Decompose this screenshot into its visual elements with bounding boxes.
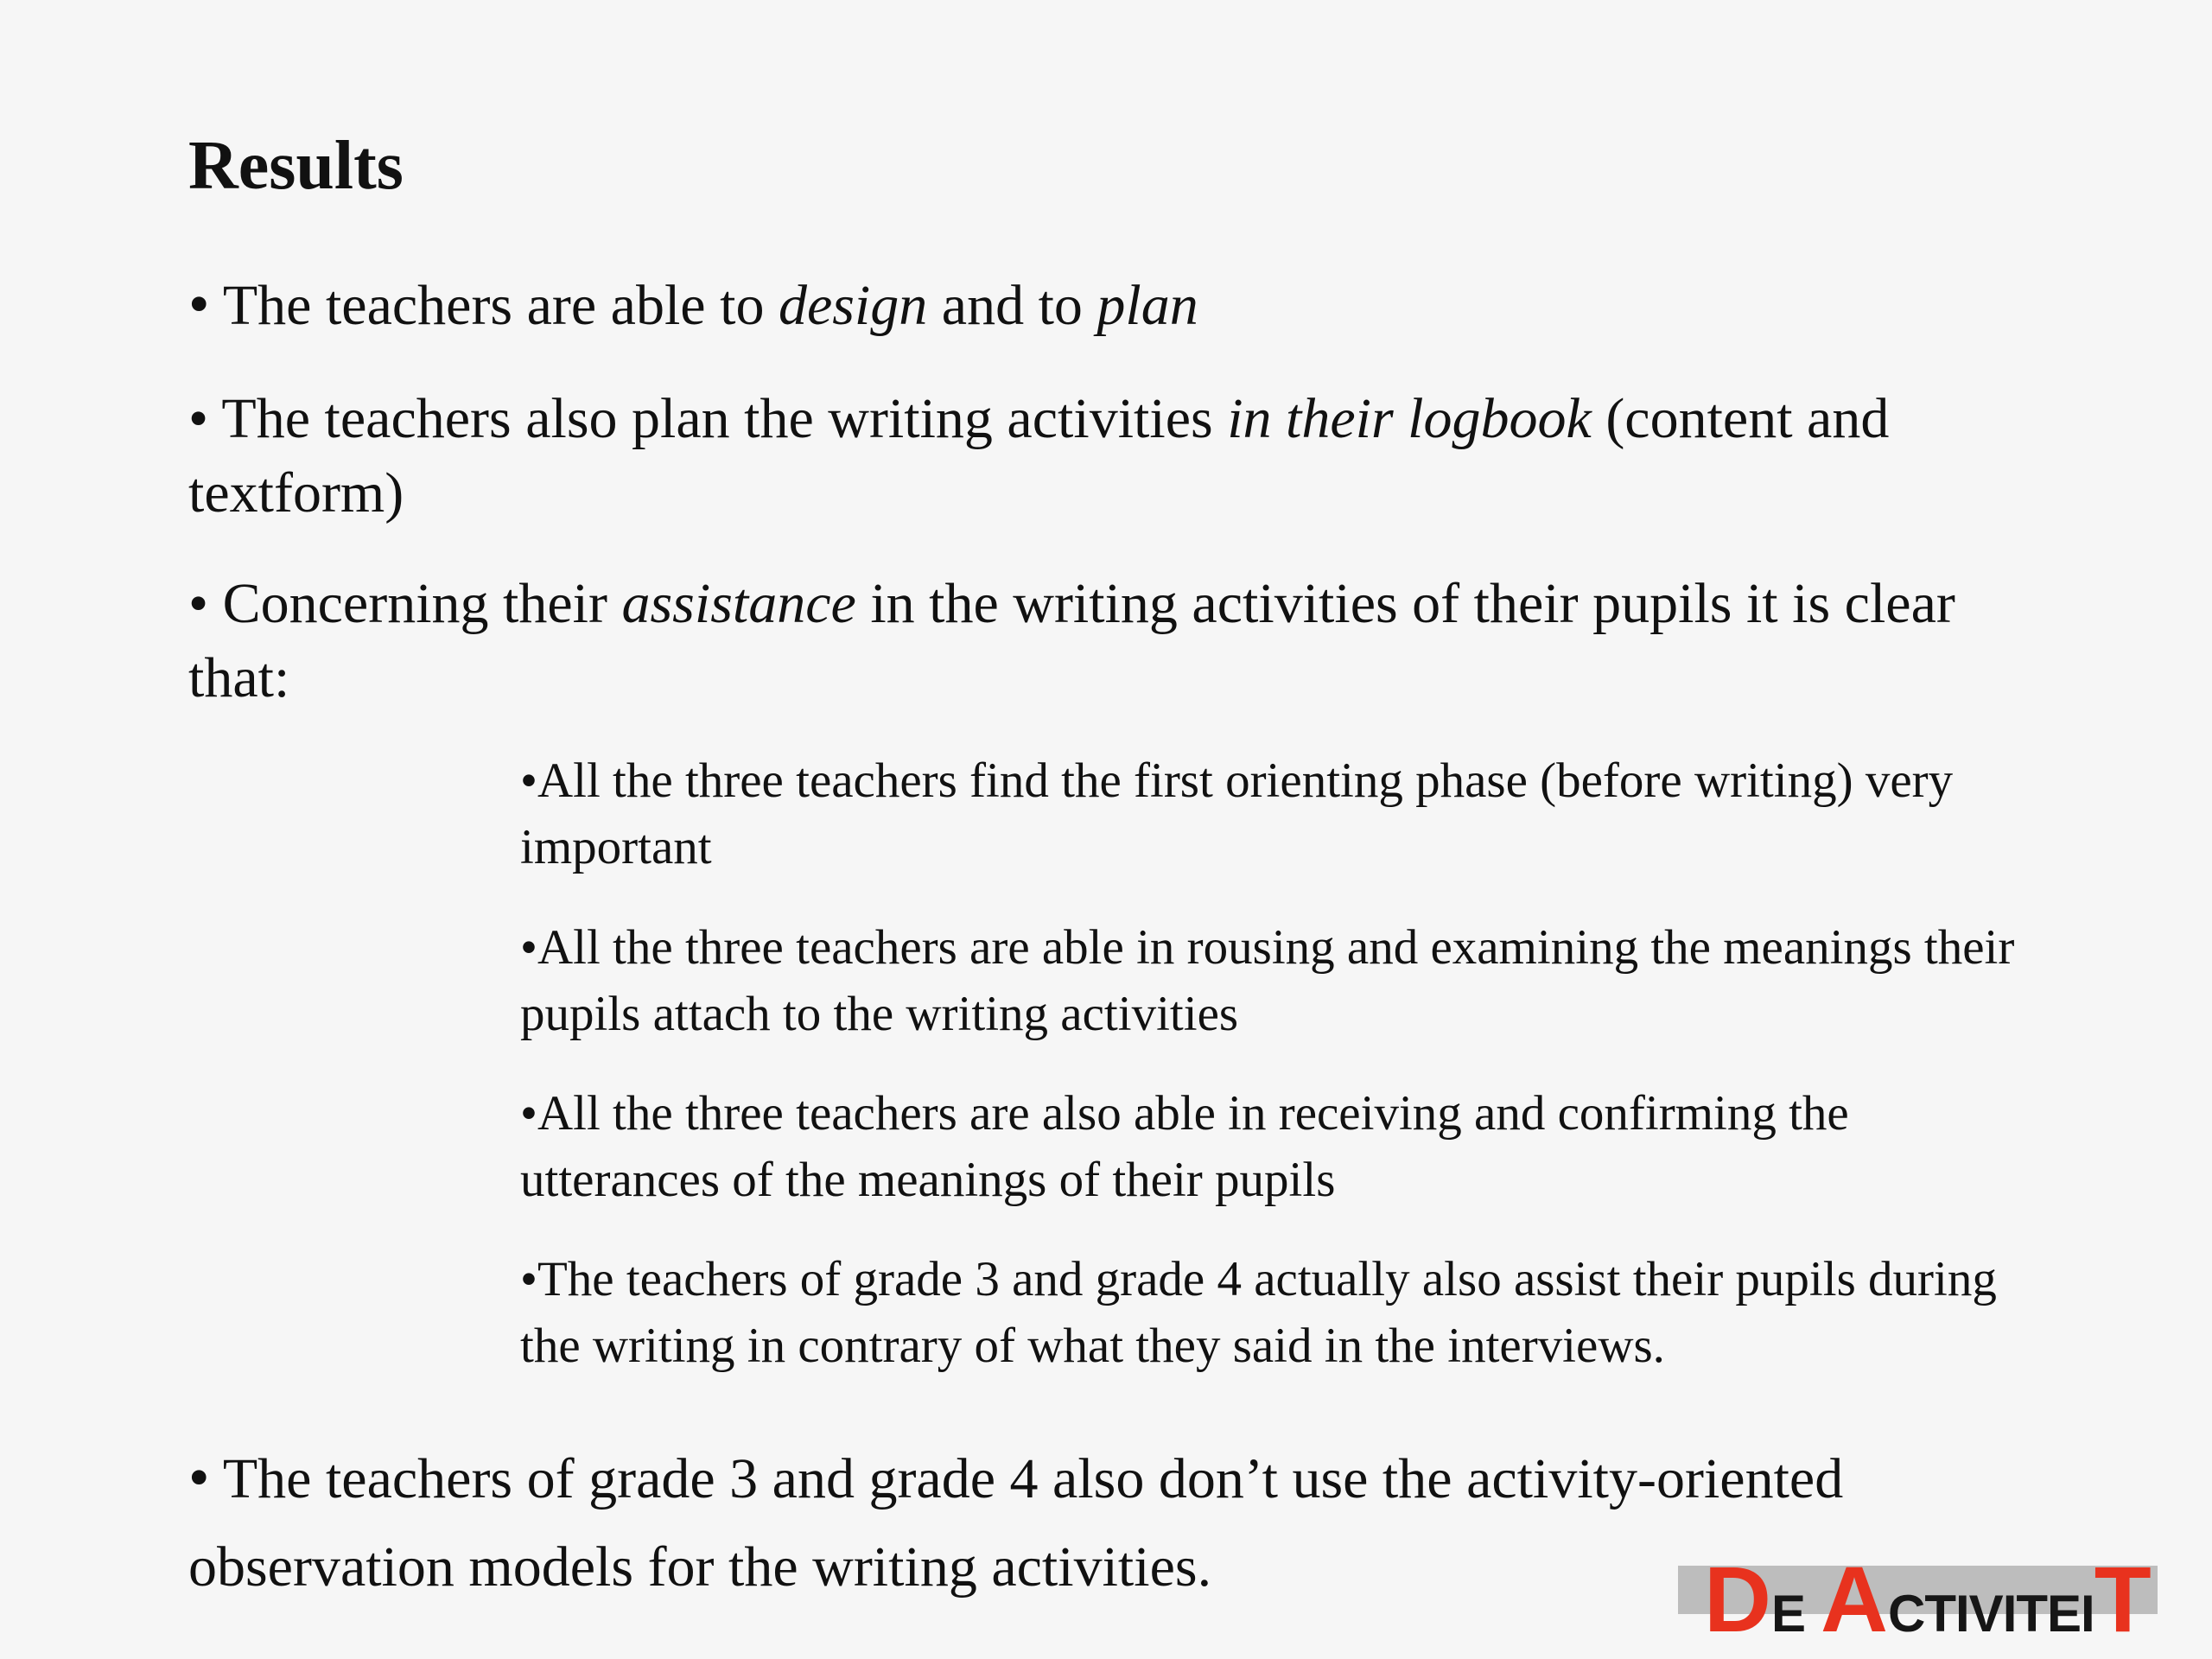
- sub-bullet-text: All the three teachers find the first orienting phase (before writing) very important: [520, 753, 1954, 874]
- bullet-marker: •: [188, 387, 209, 450]
- bullet-text: and to: [927, 274, 1097, 337]
- sub-bullet-receiving: [520, 1080, 2058, 1213]
- logo-letter: CTIVITEI: [1888, 1585, 2094, 1643]
- de-activiteit-logo: [1678, 1547, 2158, 1651]
- logo-wordmark: [1704, 1545, 2152, 1653]
- bullet-marker: •: [188, 1445, 210, 1511]
- bullet-marker: •: [188, 271, 210, 338]
- bullet-design-plan: [188, 268, 2046, 343]
- sub-bullet-orienting: [520, 747, 2058, 880]
- bullet-text: Concerning their: [222, 572, 622, 635]
- slide-title: Results: [188, 128, 404, 204]
- bullet-text: (content and textform): [188, 387, 1890, 524]
- logo-letter: E: [1771, 1585, 1806, 1643]
- bullet-text: The teachers of grade 3 and grade 4 also don’t use the activity-oriented observation models for the writing activities.: [188, 1447, 1844, 1599]
- bullet-assistance: [188, 567, 2046, 715]
- emphasis-assistance: assistance: [621, 572, 856, 635]
- logo-letter: D: [1704, 1547, 1771, 1651]
- bullet-text: in the writing activities of their pupils it is clear that:: [188, 572, 1955, 709]
- sub-bullet-marker: •: [520, 1086, 537, 1141]
- bullet-logbook: [188, 382, 2046, 531]
- logo-letter: T: [2094, 1547, 2152, 1651]
- emphasis-plan: plan: [1096, 274, 1198, 337]
- sub-bullet-text: The teachers of grade 3 and grade 4 actually also assist their pupils during the writing in contrary of what they said in the interviews.: [520, 1252, 1997, 1373]
- bullet-text: The teachers also plan the writing activities: [221, 387, 1228, 450]
- sub-bullet-grade-assist: [520, 1246, 2058, 1379]
- sub-bullet-text: All the three teachers are able in rousing and examining the meanings their pupils attach to the writing activities: [520, 920, 2015, 1041]
- emphasis-design: design: [778, 274, 928, 337]
- sub-bullet-marker: •: [520, 1252, 537, 1306]
- sub-bullet-marker: •: [520, 920, 537, 975]
- sub-bullet-text: All the three teachers are also able in receiving and confirming the utterances of the meanings of their pupils: [520, 1086, 1849, 1207]
- sub-bullet-rousing: [520, 914, 2058, 1047]
- sub-bullet-marker: •: [520, 753, 537, 808]
- emphasis-logbook: in their logbook: [1227, 387, 1592, 450]
- logo-letter: A: [1821, 1547, 1889, 1651]
- bullet-text: The teachers are able to: [222, 274, 779, 337]
- bullet-marker: •: [188, 572, 209, 635]
